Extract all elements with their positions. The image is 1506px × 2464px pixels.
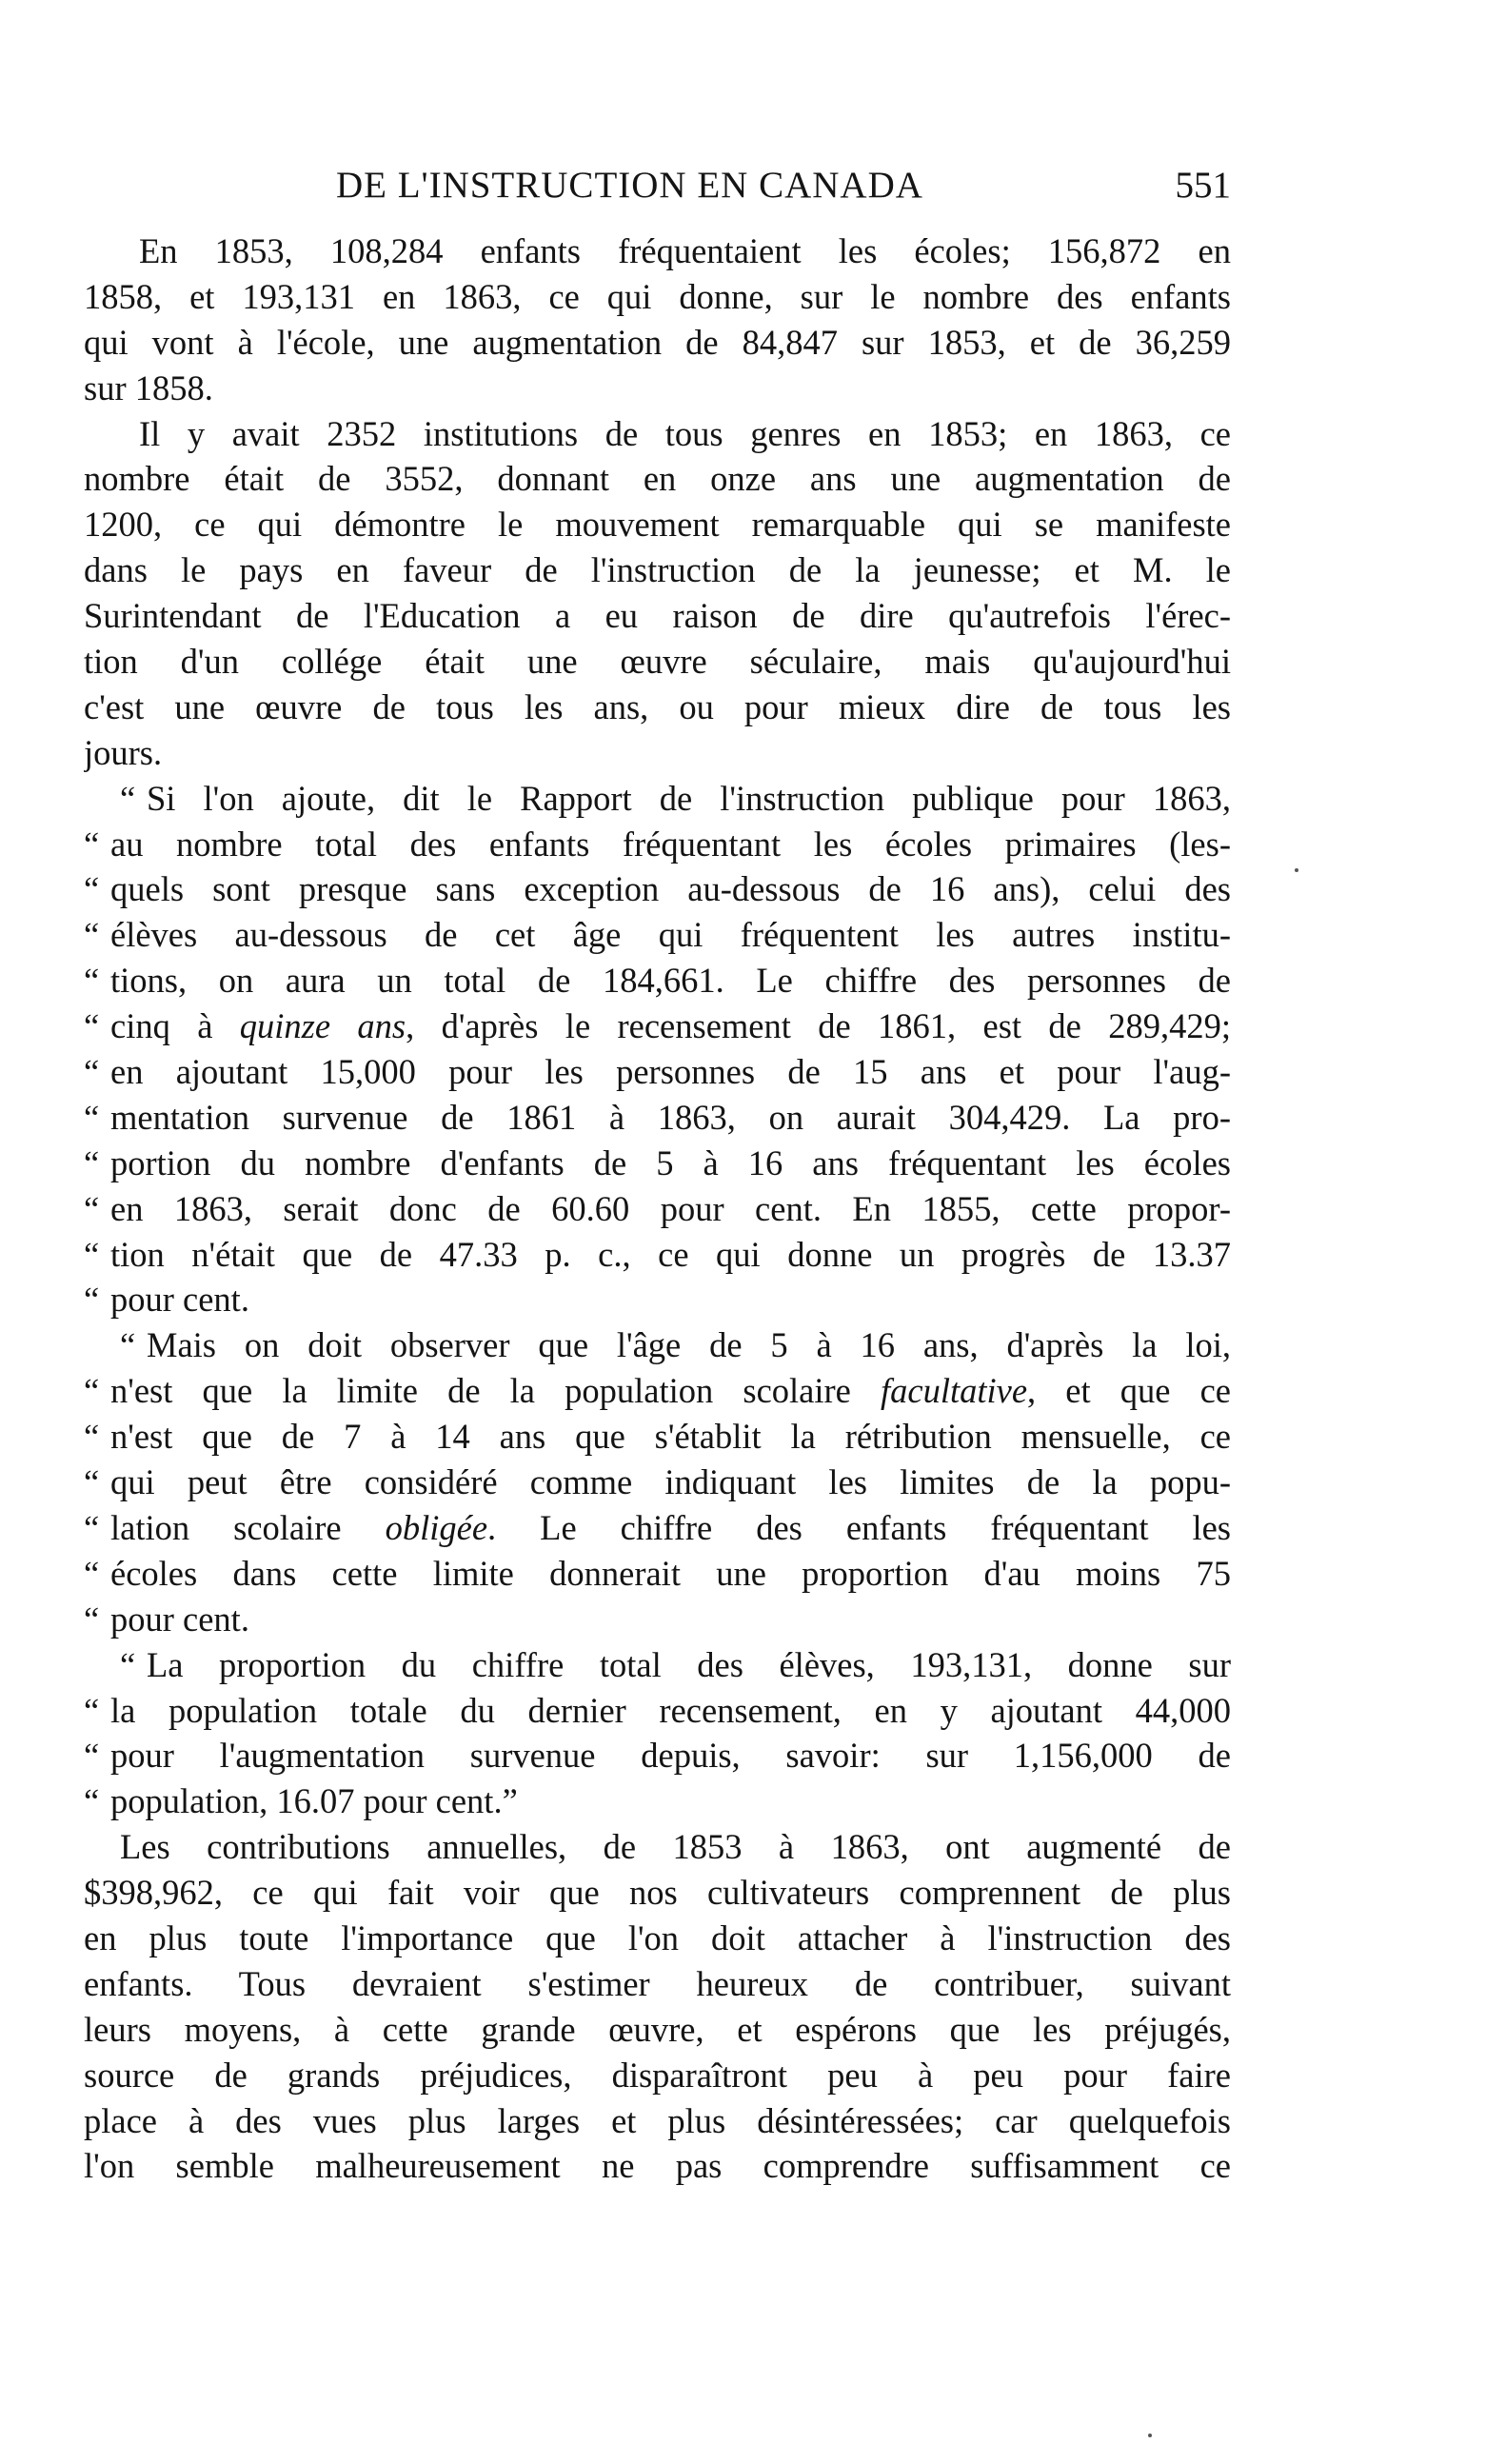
text-line: c'est une œuvre de tous les ans, ou pour mieux dire de tous les [84,686,1231,726]
text-line: leurs moyens, à cette grande œuvre, et espérons que les préjugés, [84,2009,1231,2049]
text-line: place à des vues plus larges et plus désintéressées; car quelquefois [84,2100,1231,2140]
quote-line: “ au nombre total des enfants fréquentant les écoles primaires (les- [84,824,1231,864]
text-line: jours. [84,732,163,772]
quote-line: “ mentation survenue de 1861 à 1863, on aurait 304,429. La pro- [84,1097,1231,1137]
quote-line: “ quels sont presque sans exception au-dessous de 16 ans), celui des [84,869,1231,909]
quote-line: “ pour cent. [84,1280,249,1320]
running-head [84,162,1231,209]
print-speck [1295,868,1298,872]
quote-line: “ tion n'était que de 47.33 p. c., ce qui donne un progrès de 13.37 [84,1234,1231,1274]
quote-line: “ qui peut être considéré comme indiquant les limites de la popu- [84,1462,1231,1502]
quote-line: “ cinq à quinze ans, d'après le recensement de 1861, est de 289,429; [84,1006,1231,1046]
text-line: sur 1858. [84,368,213,407]
body-text [84,229,1231,2189]
text-line: qui vont à l'école, une augmentation de 84,847 sur 1853, et de 36,259 [84,322,1231,362]
quote-line: “ portion du nombre d'enfants de 5 à 16 ans fréquentant les écoles [84,1143,1231,1182]
quote-line: “ la population totale du dernier recensement, en y ajoutant 44,000 [84,1690,1231,1730]
text-line: Les contributions annuelles, de 1853 à 1863, ont augmenté de [120,1827,1231,1867]
quote-line: “ pour l'augmentation survenue depuis, savoir: sur 1,156,000 de [84,1736,1231,1776]
text-line: En 1853, 108,284 enfants fréquentaient les écoles; 156,872 en [139,231,1231,270]
quote-line: “ population, 16.07 pour cent.” [84,1781,518,1821]
quote-line: “ Si l'on ajoute, dit le Rapport de l'instruction publique pour 1863, [120,778,1231,818]
quote-line: “ pour cent. [84,1599,249,1639]
page-number: 551 [1175,165,1231,206]
quote-line: “ n'est que la limite de la population scolaire facultative, et que ce [84,1371,1231,1411]
text-line: l'on semble malheureusement ne pas comprendre suffisamment ce [84,2146,1231,2186]
text-line: enfants. Tous devraient s'estimer heureux de contribuer, suivant [84,1963,1231,2003]
quote-line: “ Mais on doit observer que l'âge de 5 à 16 ans, d'après la loi, [120,1325,1231,1365]
quote-line: “ n'est que de 7 à 14 ans que s'établit la rétribution mensuelle, ce [84,1417,1231,1457]
print-speck [1148,2434,1152,2437]
quote-line: “ lation scolaire obligée. Le chiffre des enfants fréquentant les [84,1507,1231,1547]
running-title: DE L'INSTRUCTION EN CANADA [336,165,923,206]
text-line: $398,962, ce qui fait voir que nos cultivateurs comprennent de plus [84,1873,1231,1913]
quote-line: “ tions, on aura un total de 184,661. Le chiffre des personnes de [84,961,1231,1001]
quote-line: “ en 1863, serait donc de 60.60 pour cent. En 1855, cette propor- [84,1188,1231,1228]
text-line: Il y avait 2352 institutions de tous genres en 1853; en 1863, ce [139,413,1231,453]
text-line: source de grands préjudices, disparaîtront peu à peu pour faire [84,2055,1231,2095]
text-line: en plus toute l'importance que l'on doit attacher à l'instruction des [84,1918,1231,1957]
text-line: nombre était de 3552, donnant en onze ans une augmentation de [84,459,1231,499]
text-line: Surintendant de l'Education a eu raison de dire qu'autrefois l'érec- [84,596,1231,636]
text-line: dans le pays en faveur de l'instruction de la jeunesse; et M. le [84,550,1231,590]
quote-line: “ en ajoutant 15,000 pour les personnes de 15 ans et pour l'aug- [84,1052,1231,1092]
text-line: tion d'un collége était une œuvre séculaire, mais qu'aujourd'hui [84,642,1231,682]
quote-line: “ élèves au-dessous de cet âge qui fréquentent les autres institu- [84,915,1231,955]
quote-line: “ écoles dans cette limite donnerait une proportion d'au moins 75 [84,1553,1231,1593]
text-line: 1200, ce qui démontre le mouvement remarquable qui se manifeste [84,505,1231,545]
text-line: 1858, et 193,131 en 1863, ce qui donne, sur le nombre des enfants [84,276,1231,316]
quote-line: “ La proportion du chiffre total des élèves, 193,131, donne sur [120,1644,1231,1684]
